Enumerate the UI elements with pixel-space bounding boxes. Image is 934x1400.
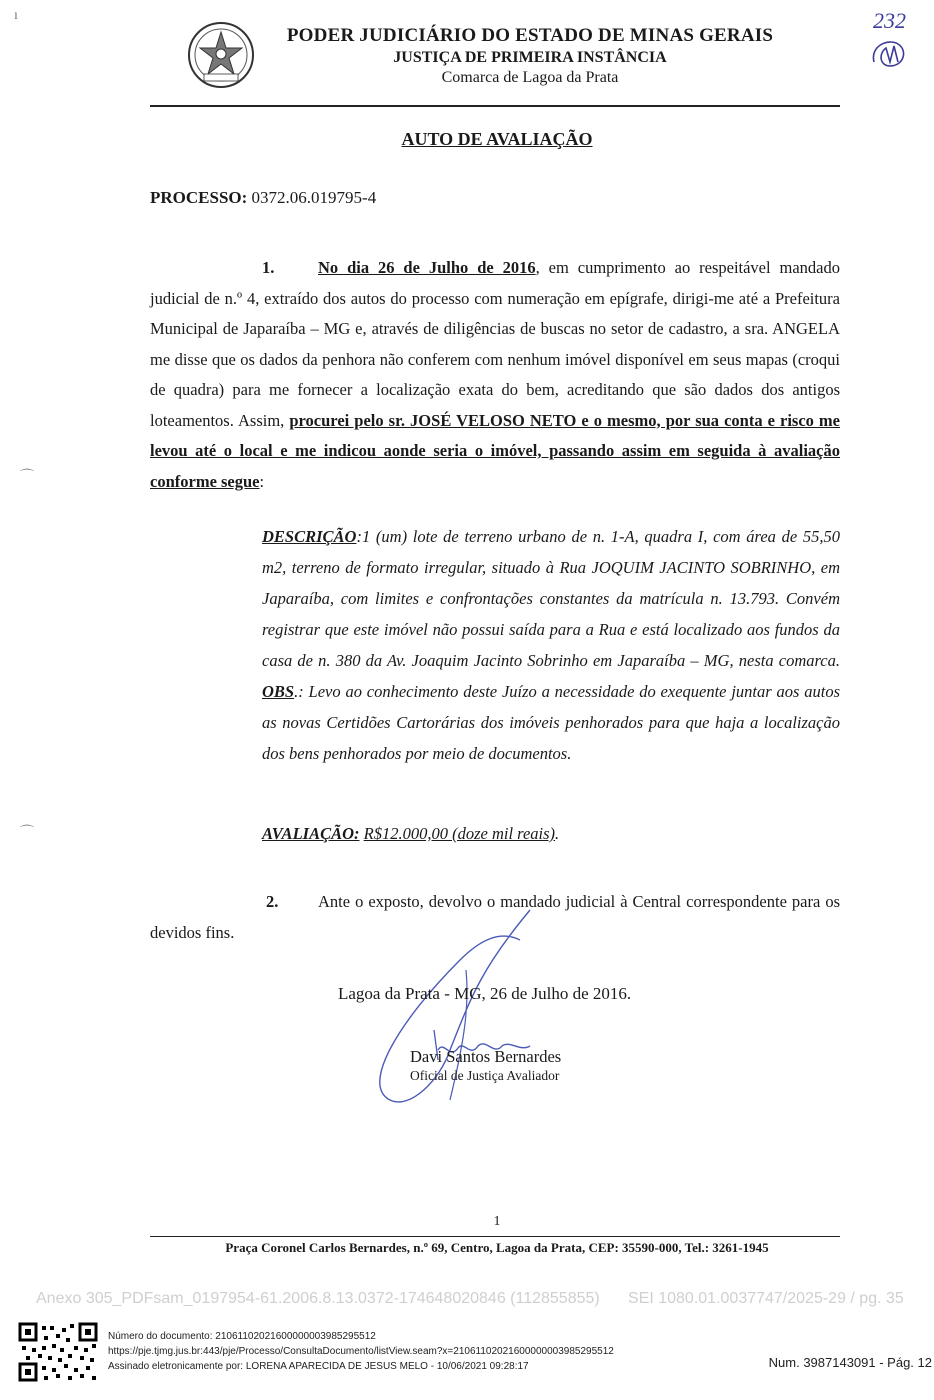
avaliacao-line: [262, 824, 559, 844]
qr-code: [18, 1322, 98, 1382]
avaliacao-value: R$12.000,00 (doze mil reais): [363, 824, 556, 843]
scan-mark: ı: [14, 8, 18, 23]
header-comarca: Comarca de Lagoa da Prata: [441, 69, 619, 86]
page-number: 1: [493, 1214, 501, 1229]
paragraph-2-number: 2.: [266, 892, 279, 911]
paragraph-1-date: No dia 26 de Julho de 2016: [318, 258, 536, 277]
descricao-text: :1 (um) lote de terreno urbano de n. 1-A, quadra I, com área de 55,50 m2, terreno de formato irregular, situado à Rua JOQUIM JACINTO SOBRINHO, em Japaraíba, com limites e confrontações constantes da matrícula n. 13.793. Convém registrar que este imóvel não possui saída para a Rua e está localizado aos fundos da casa de n. 380 da Av. Joaquim Jacinto Sobrinho em Japaraíba – MG, nesta comarca.: [262, 527, 840, 670]
signatory-role: Oficial de Justiça Avaliador: [410, 1068, 560, 1083]
descricao-label: DESCRIÇÃO: [262, 527, 357, 546]
paragraph-1-end: :: [259, 471, 265, 491]
paragraph-1-bold: JOSÉ VELOSO NETO e o mesmo, por sua conta e risco me levou até o local e me indicou aonde seria o imóvel, passando assim em seguida à avaliação conforme segue: [150, 410, 841, 491]
avaliacao-label: AVALIAÇÃO:: [262, 824, 360, 843]
paragraph-1: [150, 253, 840, 497]
paragraph-2-text: Ante o exposto, devolvo o mandado judicial à Central correspondente para os devidos fins.: [150, 892, 840, 942]
document-title: AUTO DE AVALIAÇÃO: [401, 129, 593, 149]
header-instance: JUSTIÇA DE PRIMEIRA INSTÂNCIA: [393, 49, 667, 66]
electronic-signature: Assinado eletronicamente por: LORENA APARECIDA DE JESUS MELO - 10/06/2021 09:28:17: [108, 1361, 529, 1372]
descricao-block: [262, 521, 840, 769]
document-number: Número do documento: 21061102021600000003985295512: [108, 1331, 376, 1342]
process-label: PROCESSO:: [150, 188, 248, 207]
handwritten-initials: [868, 36, 910, 72]
obs-label: OBS: [262, 682, 295, 701]
paragraph-1-underlined: procurei pelo sr.: [289, 410, 406, 430]
process-number: [150, 188, 376, 208]
watermark-annex: Anexo 305_PDFsam_0197954-61.2006.8.13.0372-174648020846 (112855855): [36, 1290, 600, 1307]
avaliacao-end: .: [555, 824, 560, 843]
handwritten-page-number: 232: [873, 8, 906, 33]
obs-text: .: Levo ao conhecimento deste Juízo a necessidade do exequente juntar aos autos as novas Certidões Cartorárias dos imóveis penhorados para que haja a localização dos bens penhorados por meio de documentos.: [262, 682, 840, 763]
signatory-name: Davi Santos Bernardes: [410, 1047, 562, 1066]
header-divider: [150, 105, 840, 107]
footer-address: Praça Coronel Carlos Bernardes, n.º 69, Centro, Lagoa da Prata, CEP: 35590-000, Tel.: 3261-1945: [225, 1240, 769, 1255]
document-url[interactable]: https://pje.tjmg.jus.br:443/pje/Processo/ConsultaDocumento/listView.seam?x=21061102021600000003985295512: [108, 1346, 614, 1357]
watermark-sei: SEI 1080.01.0037747/2025-29 / pg. 35: [628, 1290, 904, 1307]
scan-mark: ⌒: [20, 470, 34, 485]
place-and-date: Lagoa da Prata - MG, 26 de Julho de 2016.: [338, 984, 632, 1003]
process-value: 0372.06.019795-4: [251, 188, 377, 207]
num-page-reference: Num. 3987143091 - Pág. 12: [768, 1355, 932, 1370]
scan-mark: ⌒: [20, 826, 34, 841]
header-court-name: PODER JUDICIÁRIO DO ESTADO DE MINAS GERAIS: [286, 25, 774, 46]
footer-divider: [150, 1236, 840, 1237]
paragraph-1-text: , em cumprimento ao respeitável mandado judicial de n.º 4, extraído dos autos do processo com numeração em epígrafe, dirigi-me até a Prefeitura Municipal de Japaraíba – MG e, através de diligências de buscas no setor de cadastro, a sra. ANGELA me disse que os dados da penhora não conferem com nenhum imóvel disponível em seus mapas (croqui de quadra) para me fornecer a localização exata do bem, acreditando que são dados dos antigos loteamentos. Assim,: [150, 258, 840, 430]
handwritten-signature: [330, 900, 570, 1130]
paragraph-1-number: 1.: [262, 258, 275, 277]
